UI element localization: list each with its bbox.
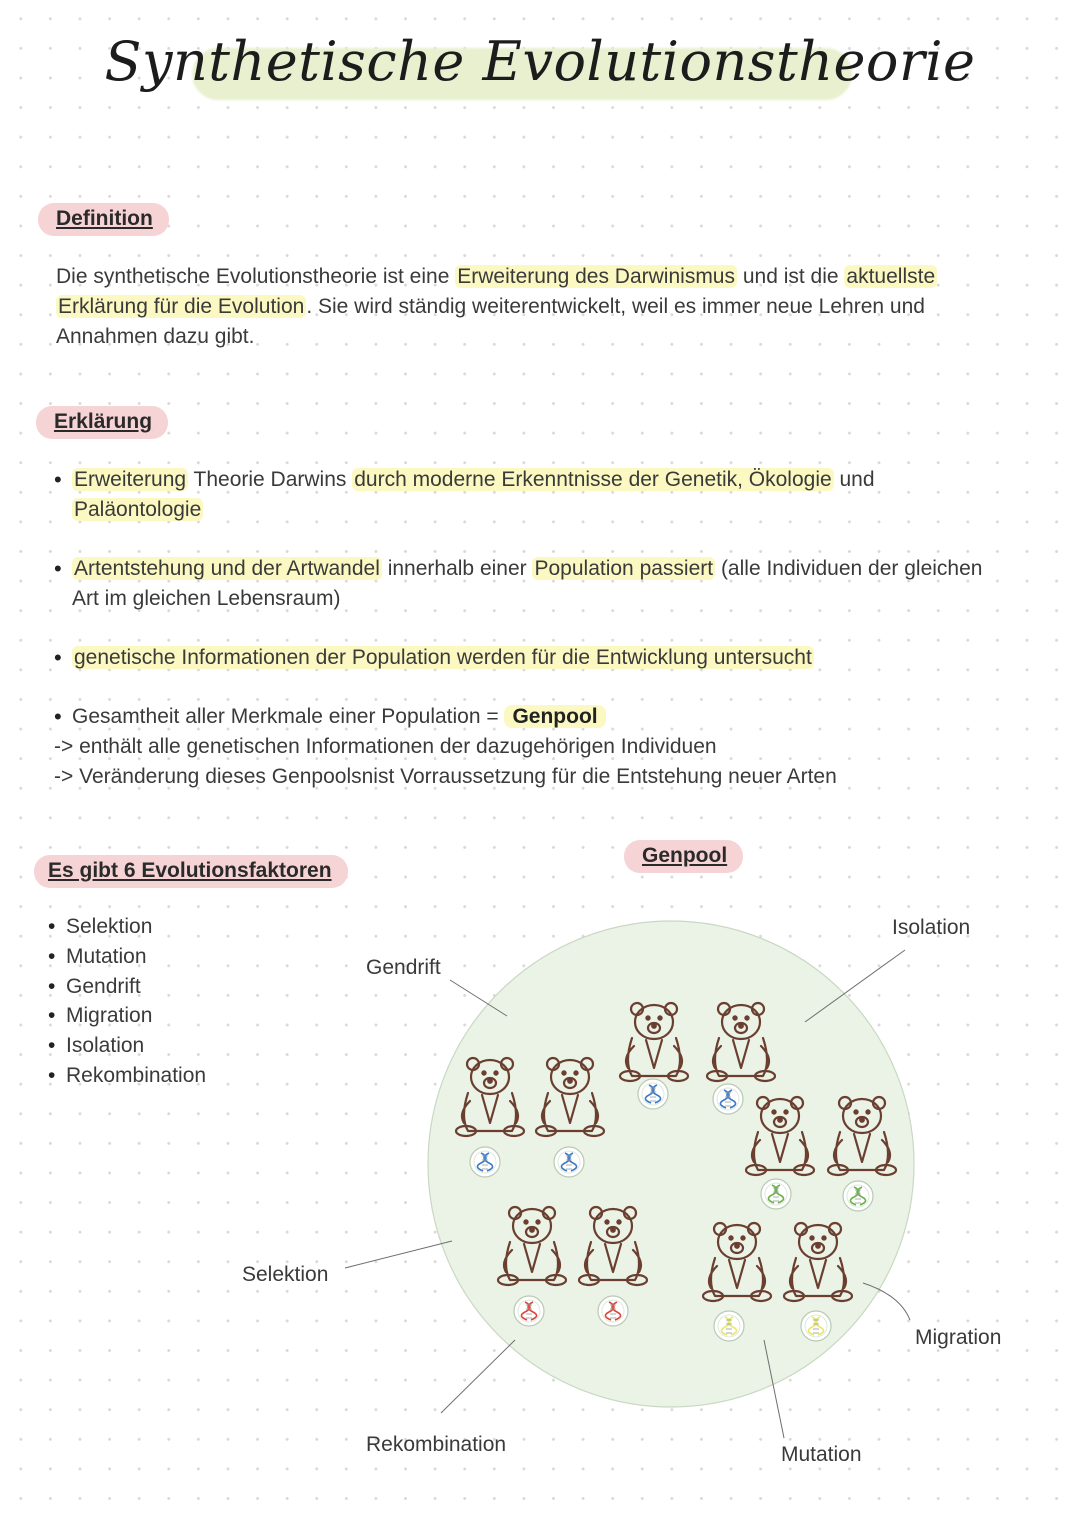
- page-title: Synthetische Evolutionstheorie: [104, 30, 976, 93]
- erklaerung-arrow-2: -> Veränderung dieses Genpoolsnist Vorraussetzung für die Entstehung neuer Arten: [54, 765, 837, 788]
- list-item: • Mutation: [48, 942, 206, 972]
- erklaerung-heading: Erklärung: [36, 406, 168, 439]
- highlight: Paläontologie: [74, 498, 202, 521]
- text: und: [833, 468, 875, 491]
- label-migration: Migration: [915, 1326, 1002, 1349]
- label-isolation: Isolation: [892, 916, 971, 939]
- label-mutation: Mutation: [781, 1443, 862, 1466]
- erklaerung-arrow-1: -> enthält alle genetischen Informationen der dazugehörigen Individuen: [54, 735, 717, 758]
- highlight: Erklärung für die Evolution: [58, 295, 305, 318]
- list-item: • Migration: [48, 1001, 206, 1031]
- definition-heading: Definition: [38, 203, 169, 236]
- text: Theorie Darwins: [188, 468, 353, 491]
- list-item: • Rekombination: [48, 1061, 206, 1091]
- genpool-circle: [428, 921, 914, 1407]
- dna-icon: [638, 1079, 668, 1109]
- genpool-highlight: Genpool: [504, 705, 605, 728]
- text: Gesamtheit aller Merkmale einer Population =: [72, 705, 505, 728]
- erklaerung-bullet-2-line-2: Art im gleichen Lebensraum): [72, 587, 341, 610]
- list-item: • Selektion: [48, 912, 206, 942]
- text: und ist die: [737, 265, 845, 288]
- list-item: • Gendrift: [48, 972, 206, 1002]
- text: (alle Individuen der gleichen: [715, 557, 983, 580]
- text: Die synthetische Evolutionstheorie ist eine: [56, 265, 456, 288]
- genpool-heading: Genpool: [624, 840, 743, 873]
- rekombination-line: [441, 1340, 515, 1413]
- label-gendrift: Gendrift: [366, 956, 441, 979]
- faktoren-heading: Es gibt 6 Evolutionsfaktoren: [34, 855, 348, 888]
- label-selektion: Selektion: [242, 1263, 329, 1286]
- text: . Sie wird ständig weiterentwickelt, weil es immer neue Lehren und: [306, 295, 925, 318]
- highlight: Erweiterung des Darwinismus: [457, 265, 735, 288]
- definition-line-3: Annahmen dazu gibt.: [56, 325, 255, 348]
- highlight: Erweiterung: [74, 468, 187, 491]
- dna-icon: [843, 1181, 873, 1211]
- dna-icon: [470, 1147, 500, 1177]
- dna-icon: [514, 1296, 544, 1326]
- highlight: Artentstehung und der Artwandel: [74, 557, 380, 580]
- selektion-line: [345, 1241, 452, 1268]
- dna-icon: [554, 1147, 584, 1177]
- dna-icon: [714, 1311, 744, 1341]
- list-item: • Isolation: [48, 1031, 206, 1061]
- highlight: Population passiert: [534, 557, 714, 580]
- dna-icon: [713, 1084, 743, 1114]
- dna-icon: [801, 1311, 831, 1341]
- dna-icon: [598, 1296, 628, 1326]
- dna-icon: [761, 1179, 791, 1209]
- label-rekombination: Rekombination: [366, 1433, 507, 1456]
- highlight: durch moderne Erkenntnisse der Genetik, Ökologie: [354, 468, 832, 491]
- highlight: genetische Informationen der Population werden für die Entwicklung untersucht: [74, 646, 812, 669]
- highlight: aktuellste: [846, 265, 936, 288]
- text: innerhalb einer: [381, 557, 533, 580]
